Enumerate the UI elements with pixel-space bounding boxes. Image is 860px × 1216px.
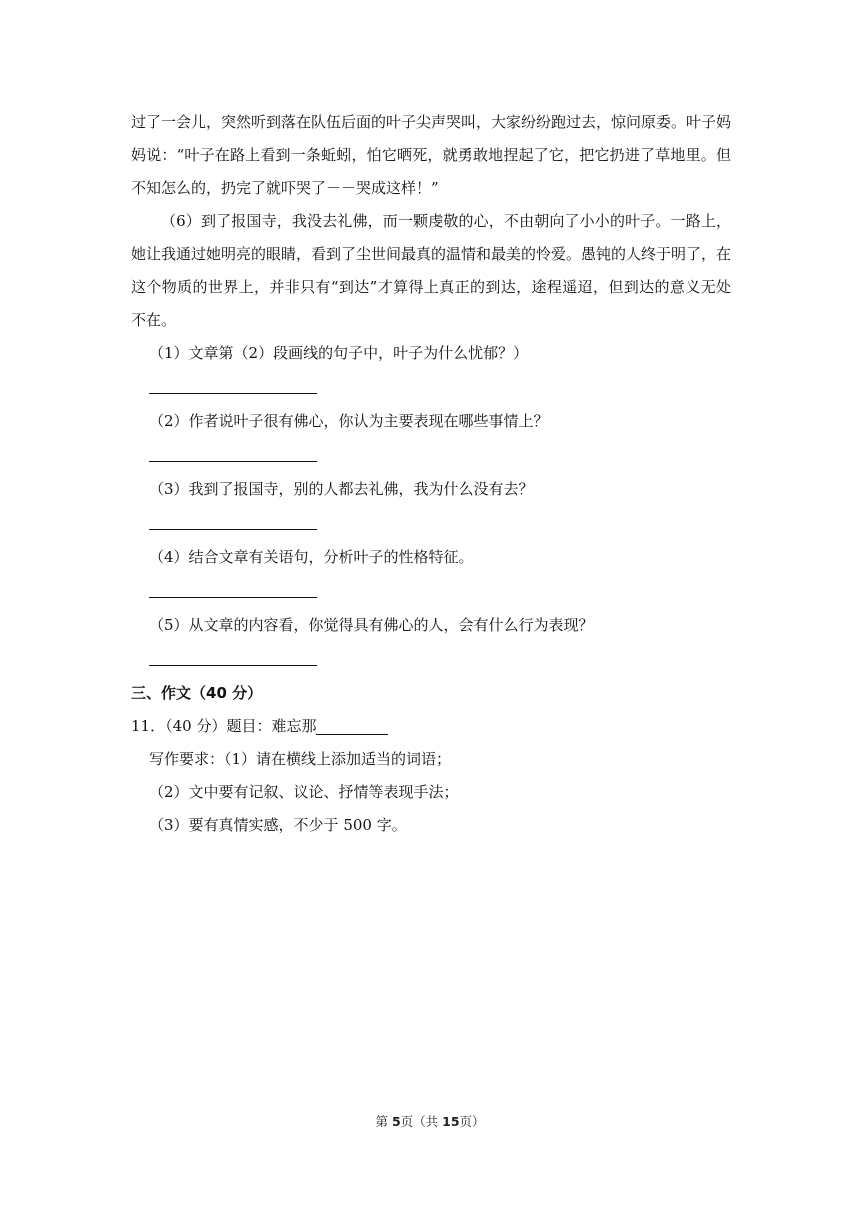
answer-blank-1[interactable]: [131, 370, 731, 405]
footer-middle: 页（共: [400, 1114, 443, 1129]
footer-suffix: 页）: [459, 1114, 485, 1129]
composition-requirement-3: （3）要有真情实感，不少于 500 字。: [149, 816, 407, 834]
composition-task-prefix: 11．（40 分）题目：难忘那: [131, 717, 317, 735]
answer-blank-4[interactable]: [131, 574, 731, 609]
footer-prefix: 第: [375, 1114, 392, 1129]
question-3: （3）我到了报国寺，别的人都去礼佛，我为什么没有去？: [149, 480, 534, 498]
composition-requirement-2: （2）文中要有记叙、议论、抒情等表现手法；: [149, 783, 459, 801]
composition-task: [131, 710, 731, 743]
passage-paragraph-6: （6）到了报国寺，我没去礼佛，而一颗虔敬的心，不由朝向了小小的叶子。一路上，她让我通过她明亮的眼睛，看到了尘世间最真的温情和最美的怜爱。愚钝的人终于明了，在这个物质的世界上，并非只有“到达”才算得上真正的到达，途程遥迢，但到达的意义无处不在。: [131, 212, 732, 329]
page-footer: [0, 1112, 860, 1130]
question-1: （1）文章第（2）段画线的句子中，叶子为什么忧郁？）: [149, 344, 529, 362]
footer-page-number: 5: [391, 1114, 401, 1129]
section-heading-composition: 三、作文（40 分）: [131, 684, 263, 702]
question-2: （2）作者说叶子很有佛心，你认为主要表现在哪些事情上？: [149, 412, 549, 430]
passage-paragraph-5: 过了一会儿，突然听到落在队伍后面的叶子尖声哭叫，大家纷纷跑过去，惊问原委。叶子妈妈说：“叶子在路上看到一条蚯蚓，怕它晒死，就勇敢地捏起了它，把它扔进了草地里。但不知怎么的，扔完了就吓哭了－－哭成这样！”: [131, 113, 732, 197]
answer-blank-2[interactable]: [131, 438, 731, 473]
title-blank[interactable]: [316, 716, 388, 735]
question-5: （5）从文章的内容看，你觉得具有佛心的人，会有什么行为表现？: [149, 616, 594, 634]
composition-requirement-1: 写作要求：（1）请在横线上添加适当的词语；: [149, 750, 452, 768]
question-4: （4）结合文章有关语句，分析叶子的性格特征。: [149, 548, 474, 566]
page-content: [131, 106, 731, 842]
answer-blank-3[interactable]: [131, 506, 731, 541]
footer-total-pages: 15: [442, 1114, 460, 1129]
answer-blank-5[interactable]: [131, 642, 731, 677]
